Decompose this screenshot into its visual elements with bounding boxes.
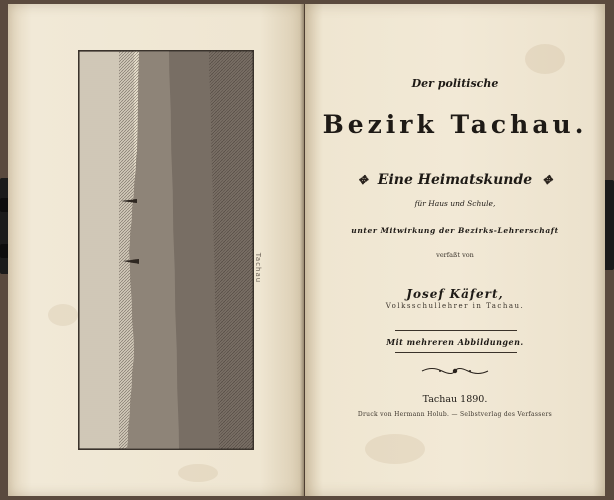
subtitle-line-2: unter Mitwirkung der Bezirks-Lehrerschaft [351,226,559,235]
book-title: Bezirk Tachau. [322,110,588,139]
rule-top [395,330,517,331]
printer-line: Druck von Hermann Holub. — Selbstverlag des Verfassers [357,411,553,418]
plate-caption: Tachau [254,252,262,284]
rule-bottom [395,352,517,353]
town-engraving-image [78,50,254,450]
fleuron-left-icon: ✥ [357,173,368,187]
fleuron-right-icon: ✥ [542,173,553,187]
illustrations-note: Mit mehreren Abbildungen. [386,337,524,347]
author-role: Volksschullehrer in Tachau. [385,302,525,310]
subtitle-line-1: für Haus und Schule, [414,199,496,208]
subtitle-row [305,172,605,188]
author-name: Josef Käfert, [406,287,504,301]
ornament-vignette-icon [420,366,490,376]
title-prefix: Der politische [411,77,499,90]
place-and-year: Tachau 1890. [422,394,488,405]
subtitle: Eine Heimatskunde [377,172,533,188]
subtitle-line-3: verfaßt von [436,251,474,259]
